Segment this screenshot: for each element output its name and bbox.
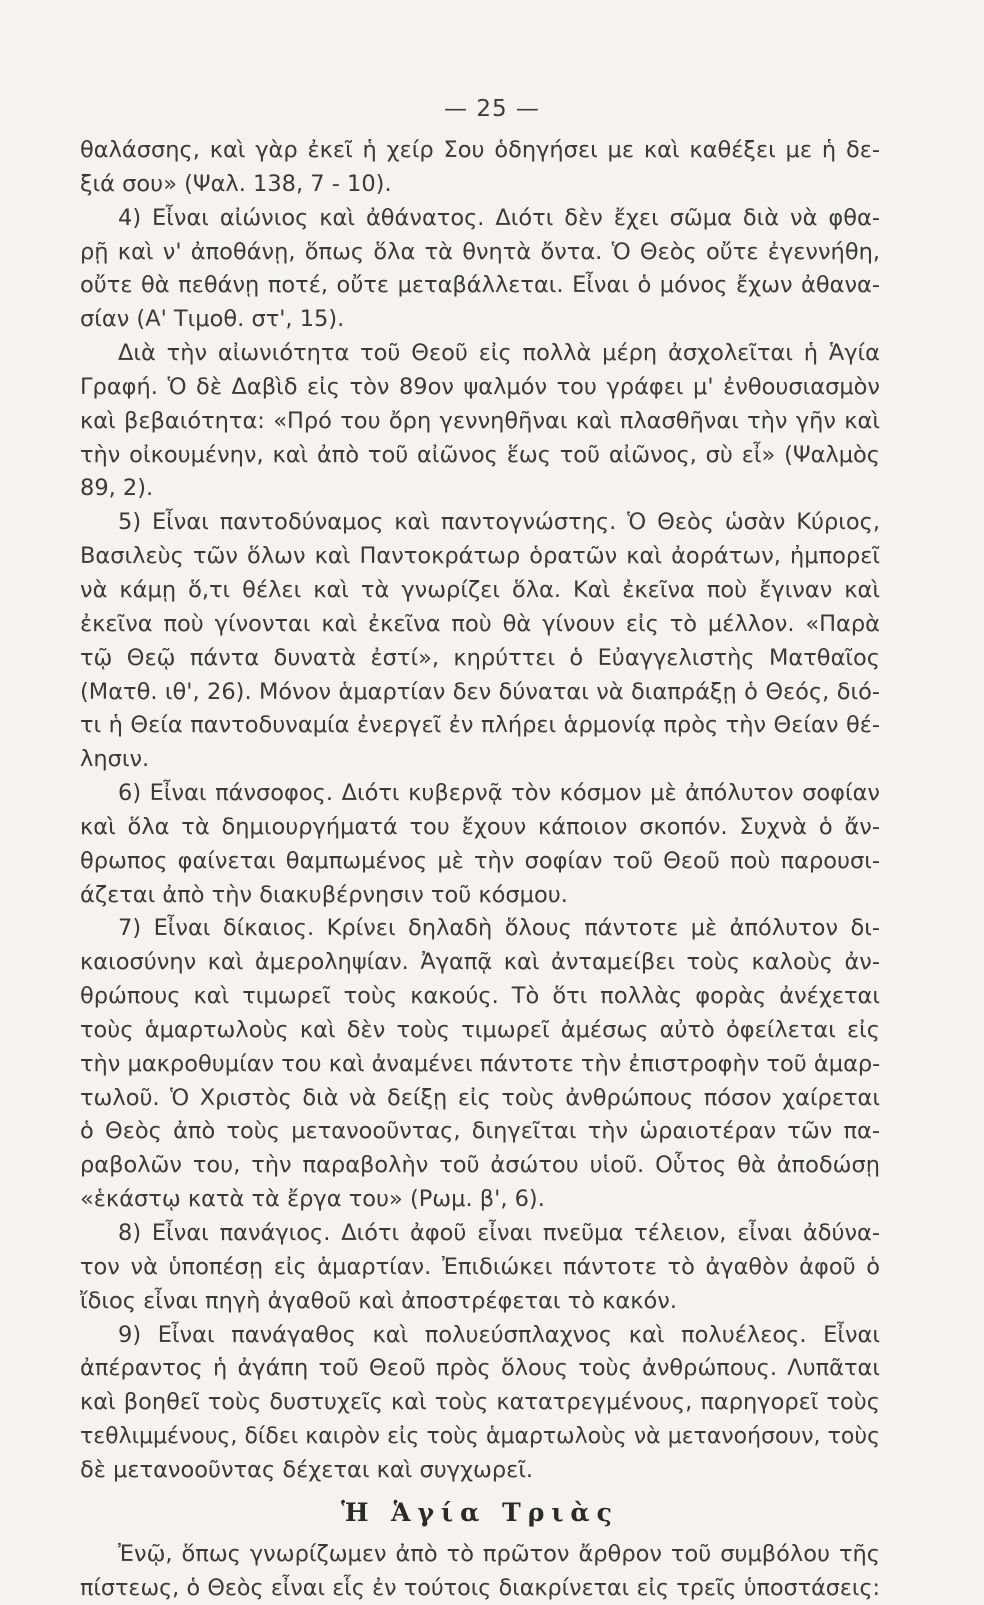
- text-line: τῷ Θεῷ πάντα δυνατὰ ἐστί», κηρύττει ὁ Εὐαγγελιστὴς Ματθαῖος: [80, 644, 880, 671]
- text-line: (Ματθ. ιθ', 26). Μόνον ἁμαρτίαν δεν δύναται νὰ διαπράξῃ ὁ Θεός, διό-: [80, 678, 880, 705]
- text-line: ρῇ καὶ ν' ἀποθάνῃ, ὅπως ὅλα τὰ θνητὰ ὄντα. Ὁ Θεὸς οὔτε ἐγεννήθη,: [80, 238, 880, 265]
- section-heading: Ἡ Ἁγία Τριὰς: [341, 1497, 619, 1527]
- text-line: τωλοῦ. Ὁ Χριστὸς διὰ νὰ δείξῃ εἰς τοὺς ἀνθρώπους πόσον χαίρεται: [80, 1084, 880, 1111]
- text-line: θρωπος φαίνεται θαμπωμένος μὲ τὴν σοφίαν τοῦ Θεοῦ ποὺ παρουσι-: [80, 847, 880, 874]
- text-line: καὶ βεβαιότητα: «Πρό του ὄρη γεννηθῆναι καὶ πλασθῆναι τὴν γῆν καὶ: [80, 407, 880, 434]
- text-line: ἴδιος εἶναι πηγὴ ἀγαθοῦ καὶ ἀποστρέφεται τὸ κακόν.: [80, 1287, 677, 1314]
- text-line: καὶ ὅλα τὰ δημιουργήματά του ἔχουν κάποιον σκοπόν. Συχνὰ ὁ ἄν-: [80, 813, 880, 840]
- text-line: Διὰ τὴν αἰωνιότητα τοῦ Θεοῦ εἰς πολλὰ μέρη ἀσχολεῖται ἡ Ἁγία: [118, 340, 880, 367]
- text-line: 6) Εἶναι πάνσοφος. Διότι κυβερνᾷ τὸν κόσμον μὲ ἀπόλυτον σοφίαν: [118, 780, 880, 807]
- text-line: 9) Εἶναι πανάγαθος καὶ πολυεύσπλαχνος καὶ πολυέλεος. Εἶναι: [118, 1321, 880, 1348]
- text-line: θαλάσσης, καὶ γὰρ ἐκεῖ ἡ χείρ Σου ὁδηγήσει με καὶ καθέξει με ἡ δε-: [80, 137, 880, 163]
- text-line: τὴν οἰκουμένην, καὶ ἀπὸ τοῦ αἰῶνος ἕως τοῦ αἰῶνος, σὺ εἶ» (Ψαλμὸς: [80, 441, 880, 468]
- text-line: ὁ Θεὸς ἀπὸ τοὺς μετανοοῦντας, διηγεῖται τὴν ὡραιοτέραν τῶν πα-: [80, 1118, 880, 1145]
- text-line: 7) Εἶναι δίκαιος. Κρίνει δηλαδὴ ὅλους πάντοτε μὲ ἀπόλυτον δι-: [118, 915, 880, 942]
- text-line: νὰ κάμῃ ὅ,τι θέλει καὶ τὰ γνωρίζει ὅλα. Καὶ ἐκεῖνα ποὺ ἔγιναν καὶ: [80, 576, 880, 603]
- text-line: ἐκεῖνα ποὺ γίνονται καὶ ἐκεῖνα ποὺ θὰ γίνουν εἰς τὸ μέλλον. «Παρὰ: [80, 610, 880, 637]
- text-line: τὴν μακροθυμίαν του καὶ ἀναμένει πάντοτε τὴν ἐπιστροφὴν τοῦ ἁμαρ-: [80, 1050, 880, 1077]
- text-line: θρώπους καὶ τιμωρεῖ τοὺς κακούς. Τὸ ὅτι πολλὰς φορὰς ἀνέχεται: [80, 983, 880, 1010]
- text-line: δὲ μετανοοῦντας δέχεται καὶ συγχωρεῖ.: [80, 1456, 534, 1483]
- text-line: σίαν (Α' Τιμοθ. στ', 15).: [80, 306, 345, 333]
- text-line: τοὺς ἁμαρτωλοὺς καὶ δὲν τοὺς τιμωρεῖ ἀμέσως αὐτὸ ὀφείλεται εἰς: [80, 1016, 880, 1043]
- text-line: λησιν.: [80, 746, 150, 773]
- text-line: 89, 2).: [80, 475, 154, 502]
- body-text: [80, 134, 880, 1605]
- text-line: ξιά σου» (Ψαλ. 138, 7 - 10).: [80, 170, 392, 197]
- text-line: ραβολῶν του, τὴν παραβολὴν τοῦ ἀσώτου υἱοῦ. Οὗτος θὰ ἀποδώσῃ: [80, 1152, 880, 1179]
- text-line: πίστεως, ὁ Θεὸς εἶναι εἷς ἐν τούτοις διακρίνεται εἰς τρεῖς ὑποστάσεις:: [80, 1574, 880, 1601]
- text-line: άζεται ἀπὸ τὴν διακυβέρνησιν τοῦ κόσμου.: [80, 881, 568, 908]
- text-line: τον νὰ ὑποπέσῃ εἰς ἁμαρτίαν. Ἐπιδιώκει πάντοτε τὸ ἀγαθὸν ἀφοῦ ὁ: [80, 1253, 880, 1280]
- text-line: 4) Εἶναι αἰώνιος καὶ ἀθάνατος. Διότι δὲν ἔχει σῶμα διὰ νὰ φθα-: [118, 204, 880, 231]
- text-line: Γραφή. Ὁ δὲ Δαβὶδ εἰς τὸν 89ον ψαλμόν του γράφει μ' ἐνθουσιασμὸν: [80, 373, 880, 400]
- text-line: καιοσύνην καὶ ἀμεροληψίαν. Ἀγαπᾷ καὶ ἀνταμείβει τοὺς καλοὺς ἀν-: [80, 949, 880, 976]
- text-line: τεθλιμμένους, δίδει καιρὸν εἰς τοὺς ἁμαρτωλοὺς νὰ μετανοήσουν, τοὺς: [80, 1424, 880, 1450]
- page-number: — 25 —: [444, 96, 540, 122]
- text-line: 5) Εἶναι παντοδύναμος καὶ παντογνώστης. Ὁ Θεὸς ὡσὰν Κύριος,: [118, 509, 880, 536]
- text-line: τι ἡ Θεία παντοδυναμία ἐνεργεῖ ἐν πλήρει ἁρμονίᾳ πρὸς τὴν Θείαν θέ-: [80, 712, 880, 739]
- text-line: «ἑκάστῳ κατὰ τὰ ἔργα του» (Ρωμ. β', 6).: [80, 1186, 545, 1213]
- text-line: Ἐνῷ, ὅπως γνωρίζωμεν ἀπὸ τὸ πρῶτον ἄρθρον τοῦ συμβόλου τῆς: [118, 1540, 880, 1567]
- text-line: ἀπέραντος ἡ ἀγάπη τοῦ Θεοῦ πρὸς ὅλους τοὺς ἀνθρώπους. Λυπᾶται: [80, 1355, 880, 1382]
- text-line: οὔτε θὰ πεθάνῃ ποτέ, οὔτε μεταβάλλεται. Εἶναι ὁ μόνος ἔχων ἀθανα-: [80, 272, 880, 299]
- text-line: καὶ βοηθεῖ τοὺς δυστυχεῖς καὶ τοὺς κατατρεγμένους, παρηγορεῖ τοὺς: [80, 1389, 880, 1416]
- text-line: Βασιλεὺς τῶν ὅλων καὶ Παντοκράτωρ ὁρατῶν καὶ ἀοράτων, ἠμπορεῖ: [80, 543, 880, 570]
- text-line: 8) Εἶναι πανάγιος. Διότι ἀφοῦ εἶναι πνεῦμα τέλειον, εἶναι ἀδύνα-: [118, 1220, 880, 1246]
